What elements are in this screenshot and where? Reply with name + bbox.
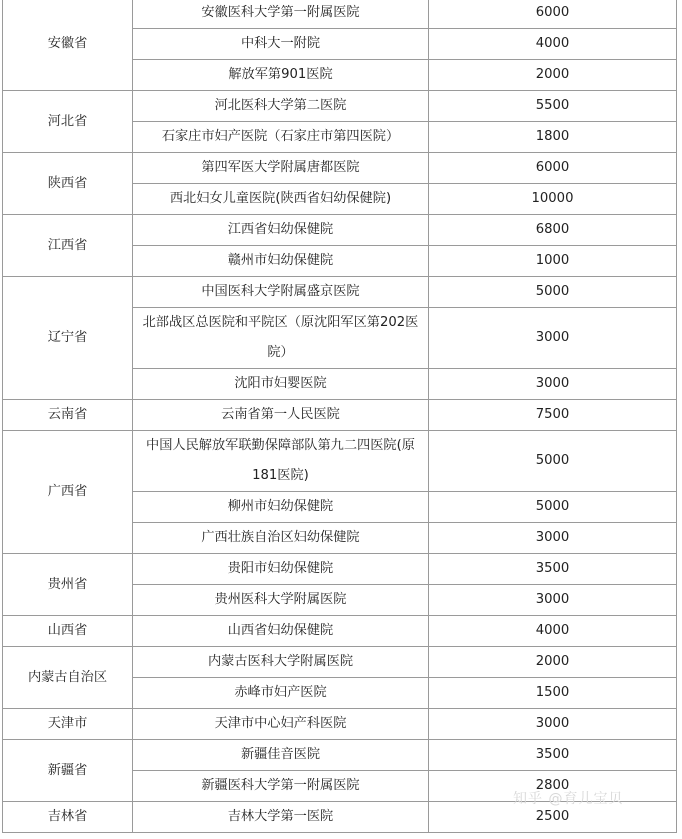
province-cell: 天津市 [3,709,133,740]
province-cell: 河北省 [3,91,133,153]
amount-cell: 10000 [429,184,677,215]
amount-cell: 3000 [429,523,677,554]
amount-cell: 2000 [429,60,677,91]
hospital-cell: 安徽医科大学第一附属医院 [133,0,429,29]
amount-cell: 3000 [429,709,677,740]
table-row [3,616,677,647]
table-row [3,0,677,29]
amount-cell: 5000 [429,277,677,308]
hospital-cell: 中科大一附院 [133,29,429,60]
amount-cell: 6800 [429,215,677,246]
amount-cell: 4000 [429,616,677,647]
province-cell: 吉林省 [3,802,133,833]
amount-cell: 3000 [429,369,677,400]
province-cell: 山西省 [3,616,133,647]
hospital-cell: 赣州市妇幼保健院 [133,246,429,277]
amount-cell: 3500 [429,554,677,585]
hospital-cell: 中国人民解放军联勤保障部队第九二四医院(原181医院) [133,431,429,492]
hospital-cell: 柳州市妇幼保健院 [133,492,429,523]
hospital-cell: 贵阳市妇幼保健院 [133,554,429,585]
amount-cell: 6000 [429,153,677,184]
amount-cell: 1800 [429,122,677,153]
hospital-cell: 山西省妇幼保健院 [133,616,429,647]
hospital-cell: 北部战区总医院和平院区（原沈阳军区第202医院） [133,308,429,369]
watermark: 知乎 @育儿宝贝 [513,791,624,807]
province-cell: 安徽省 [3,0,133,91]
table-row [3,431,677,492]
hospital-cell: 河北医科大学第二医院 [133,91,429,122]
province-cell: 辽宁省 [3,277,133,400]
table-row [3,740,677,771]
table-row [3,91,677,122]
amount-cell: 1500 [429,678,677,709]
amount-cell: 5000 [429,492,677,523]
amount-cell: 3000 [429,585,677,616]
hospital-cell: 广西壮族自治区妇幼保健院 [133,523,429,554]
hospital-cell: 天津市中心妇产科医院 [133,709,429,740]
hospital-cell: 赤峰市妇产医院 [133,678,429,709]
table-row [3,647,677,678]
province-cell: 内蒙古自治区 [3,647,133,709]
table-row [3,153,677,184]
hospital-cell: 第四军医大学附属唐都医院 [133,153,429,184]
province-cell: 新疆省 [3,740,133,802]
province-cell: 江西省 [3,215,133,277]
amount-cell: 3000 [429,308,677,369]
hospital-cell: 新疆佳音医院 [133,740,429,771]
table-row [3,400,677,431]
hospital-cell: 石家庄市妇产医院（石家庄市第四医院） [133,122,429,153]
amount-cell: 7500 [429,400,677,431]
hospital-cell: 云南省第一人民医院 [133,400,429,431]
table-row [3,215,677,246]
table-row [3,709,677,740]
hospital-table [2,0,677,833]
table-row [3,554,677,585]
hospital-cell: 中国医科大学附属盛京医院 [133,277,429,308]
table-body [3,0,677,833]
amount-cell: 5000 [429,431,677,492]
hospital-cell: 解放军第901医院 [133,60,429,91]
amount-cell: 4000 [429,29,677,60]
amount-cell: 5500 [429,91,677,122]
hospital-cell: 贵州医科大学附属医院 [133,585,429,616]
hospital-cell: 沈阳市妇婴医院 [133,369,429,400]
province-cell: 贵州省 [3,554,133,616]
hospital-cell: 新疆医科大学第一附属医院 [133,771,429,802]
province-cell: 云南省 [3,400,133,431]
hospital-cell: 内蒙古医科大学附属医院 [133,647,429,678]
hospital-cell: 吉林大学第一医院 [133,802,429,833]
amount-cell: 3500 [429,740,677,771]
amount-cell: 1000 [429,246,677,277]
hospital-cell: 江西省妇幼保健院 [133,215,429,246]
amount-cell: 6000 [429,0,677,29]
amount-cell: 2800 [429,771,677,802]
amount-cell: 2500 [429,802,677,833]
province-cell: 陕西省 [3,153,133,215]
hospital-cell: 西北妇女儿童医院(陕西省妇幼保健院) [133,184,429,215]
province-cell: 广西省 [3,431,133,554]
table-row [3,277,677,308]
amount-cell: 2000 [429,647,677,678]
